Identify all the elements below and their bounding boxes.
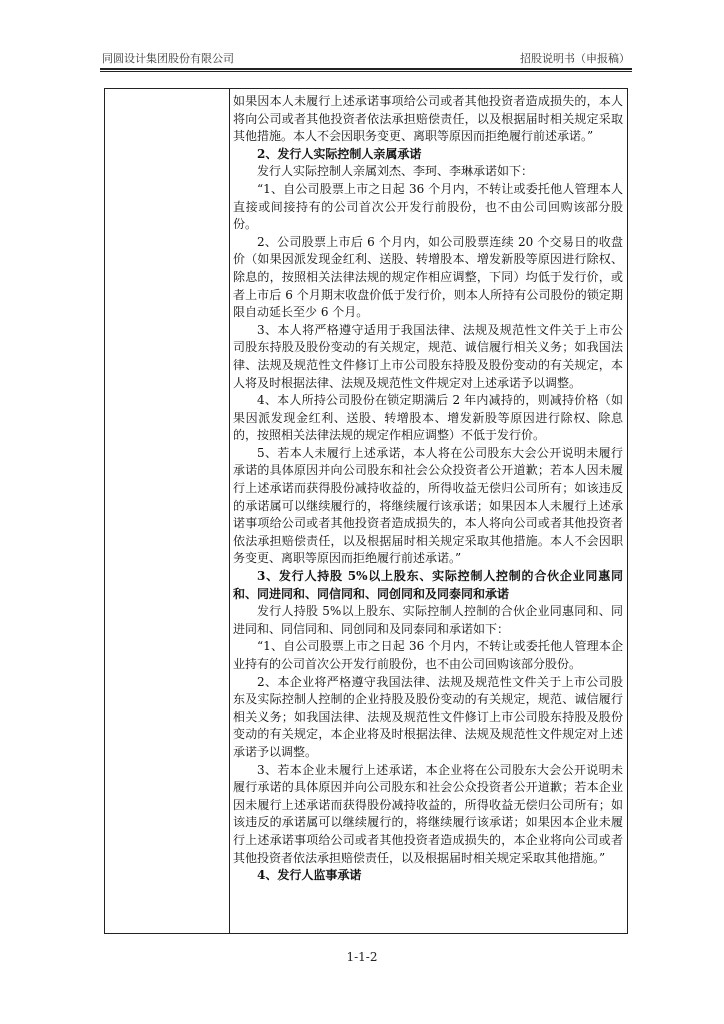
- table-content-cell: [233, 93, 623, 885]
- paragraph-continued: 如果因本人未履行上述承诺事项给公司或者其他投资者造成损失的，本人将向公司或者其他投资者依法承担赔偿责任，以及根据届时相关规定采取其他措施。本人不会因职务变更、离职等原因而拒绝履行前述承诺。”: [233, 94, 623, 144]
- section-heading-3: 3、发行人持股 5%以上股东、实际控制人控制的合伙企业同惠同和、同进同和、同信同和、同创同和及同泰同和承诺: [233, 569, 623, 601]
- section-heading-4: 4、发行人监事承诺: [257, 868, 362, 883]
- paragraph: 发行人持股 5%以上股东、实际控制人控制的合伙企业同惠同和、同进同和、同信同和、同创同和及同泰同和承诺如下：: [233, 604, 623, 636]
- paragraph: “1、自公司股票上市之日起 36 个月内，不转让或委托他人管理本人直接或间接持有的公司首次公开发行前股份，也不由公司回购该部分股份。: [233, 181, 623, 232]
- page-header: [100, 50, 632, 66]
- paragraph: 2、公司股票上市后 6 个月内，如公司股票连续 20 个交易日的收盘价（如果因派发现金红利、送股、转增股本、增发新股等原因进行除权、除息的，按照相关法律法规的规定作相应调整，下同）均低于发行价，或者上市后 6 个月期末收盘价低于发行价，则本人所持有公司股份的锁定期限自动延长至少 6 个月。: [233, 234, 623, 320]
- paragraph: “1、自公司股票上市之日起 36 个月内，不转让或委托他人管理本企业持有的公司首次公开发行前股份，也不由公司回购该部分股份。: [233, 639, 623, 671]
- paragraph: 2、本企业将严格遵守我国法律、法规及规范性文件关于上市公司股东及实际控制人控制的企业持股及股份变动的有关规定，规范、诚信履行相关义务；如我国法律、法规及规范性文件修订上市公司股东持股及股份变动的有关规定，本企业将及时根据法律、法规及规范性文件规定对上述承诺予以调整。: [233, 674, 623, 759]
- paragraph: 发行人实际控制人亲属刘杰、李珂、李琳承诺如下：: [257, 164, 534, 179]
- paragraph: 5、若本人未履行上述承诺，本人将在公司股东大会公开说明未履行承诺的具体原因并向公司股东和社会公众投资者公开道歉；若本人因未履行上述承诺而获得股份减持收益的，所得收益无偿归公司所有；如该违反的承诺属可以继续履行的，将继续履行该承诺；如果因本人未履行上述承诺事项给公司或者其他投资者造成损失的，本人将向公司或者其他投资者依法承担赔偿责任，以及根据届时相关规定采取其他措施。本人不会因职务变更、离职等原因而拒绝履行前述承诺。”: [233, 445, 623, 566]
- column-divider: [229, 89, 230, 933]
- header-rule-thick: [100, 68, 632, 70]
- section-heading-2: 2、发行人实际控制人亲属承诺: [257, 146, 422, 161]
- page-number: 1-1-2: [346, 950, 378, 964]
- commitment-table: [104, 88, 628, 934]
- header-document-title: 招股说明书（申报稿）: [520, 52, 630, 65]
- header-rule-thin: [100, 71, 632, 72]
- paragraph: 3、若本企业未履行上述承诺，本企业将在公司股东大会公开说明未履行承诺的具体原因并向公司股东和社会公众投资者公开道歉；若本企业因未履行上述承诺而获得股份减持收益的，所得收益无偿归公司所有；如该违反的承诺属可以继续履行的，将继续履行该承诺；如果因本企业未履行上述承诺事项给公司或者其他投资者造成损失的，本企业将向公司或者其他投资者依法承担赔偿责任，以及根据届时相关规定采取其他措施。”: [233, 762, 623, 865]
- header-company: 同圆设计集团股份有限公司: [102, 52, 234, 65]
- paragraph: 4、本人所持公司股份在锁定期满后 2 年内减持的，则减持价格（如果因派发现金红利、送股、转增股本、增发新股等原因进行除权、除息的，按照相关法律法规的规定作相应调整）不低于发行价。: [233, 393, 623, 443]
- paragraph: 3、本人将严格遵守适用于我国法律、法规及规范性文件关于上市公司股东持股及股份变动的有关规定，规范、诚信履行相关义务；如我国法律、法规及规范性文件修订上市公司股东持股及股份变动的有关规定，本人将及时根据法律、法规及规范性文件规定对上述承诺予以调整。: [233, 322, 623, 390]
